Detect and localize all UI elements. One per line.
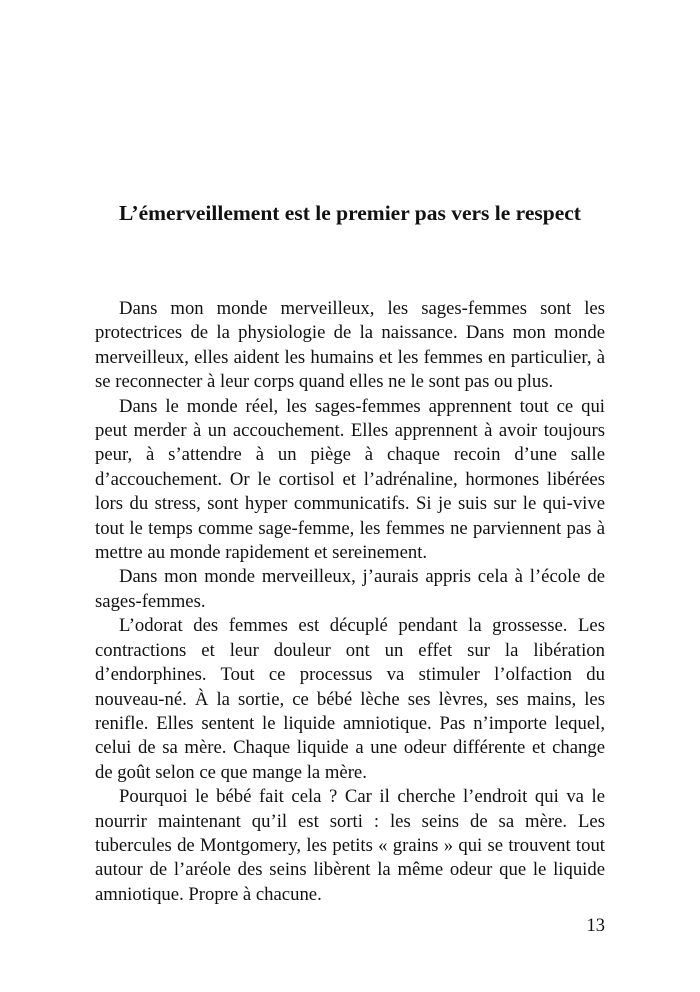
paragraph: Dans mon monde merveilleux, j’aurais appris cela à l’école de sages-femmes. bbox=[95, 566, 605, 612]
body-text bbox=[95, 297, 605, 907]
chapter-title: L’émerveillement est le premier pas vers le respect bbox=[119, 201, 581, 225]
paragraph: Dans le monde réel, les sages-femmes apprennent tout ce qui peut merder à un accouchement. Elles apprennent à avoir toujours peur, à s’attendre à un piège à chaque recoin d’une salle d’accouchement. Or le cortisol et l’adrénaline, hormones libérées lors du stress, sont hyper communicatifs. Si je suis sur le qui-vive tout le temps comme sage-femme, les femmes ne parviennent pas à mettre au monde rapidement et sereinement. bbox=[95, 395, 605, 564]
paragraph: Pourquoi le bébé fait cela ? Car il cherche l’endroit qui va le nourrir maintenant qu’il est sorti : les seins de sa mère. Les tubercules de Montgomery, les petits « grains » qui se trouvent tout autour de l’aréole des seins libèrent la même odeur que le liquide amniotique. Propre à chacune. bbox=[95, 786, 605, 905]
paragraph: Dans mon monde merveilleux, les sages-femmes sont les protectrices de la physiologie de la naissance. Dans mon monde merveilleux, elles aident les humains et les femmes en particulier, à se reconnecter à leur corps quand elles ne le sont pas ou plus. bbox=[95, 298, 605, 393]
page-number: 13 bbox=[586, 916, 605, 936]
paragraph: L’odorat des femmes est décuplé pendant la grossesse. Les contractions et leur douleur ont un effet sur la libération d’endorphines. Tout ce processus va stimuler l’olfaction du nouveau-né. À la sortie, ce bébé lèche ses lèvres, ses mains, les renifle. Elles sentent le liquide amniotique. Pas n’importe lequel, celui de sa mère. Chaque liquide a une odeur différente et change de goût selon ce que mange la mère. bbox=[95, 615, 605, 783]
